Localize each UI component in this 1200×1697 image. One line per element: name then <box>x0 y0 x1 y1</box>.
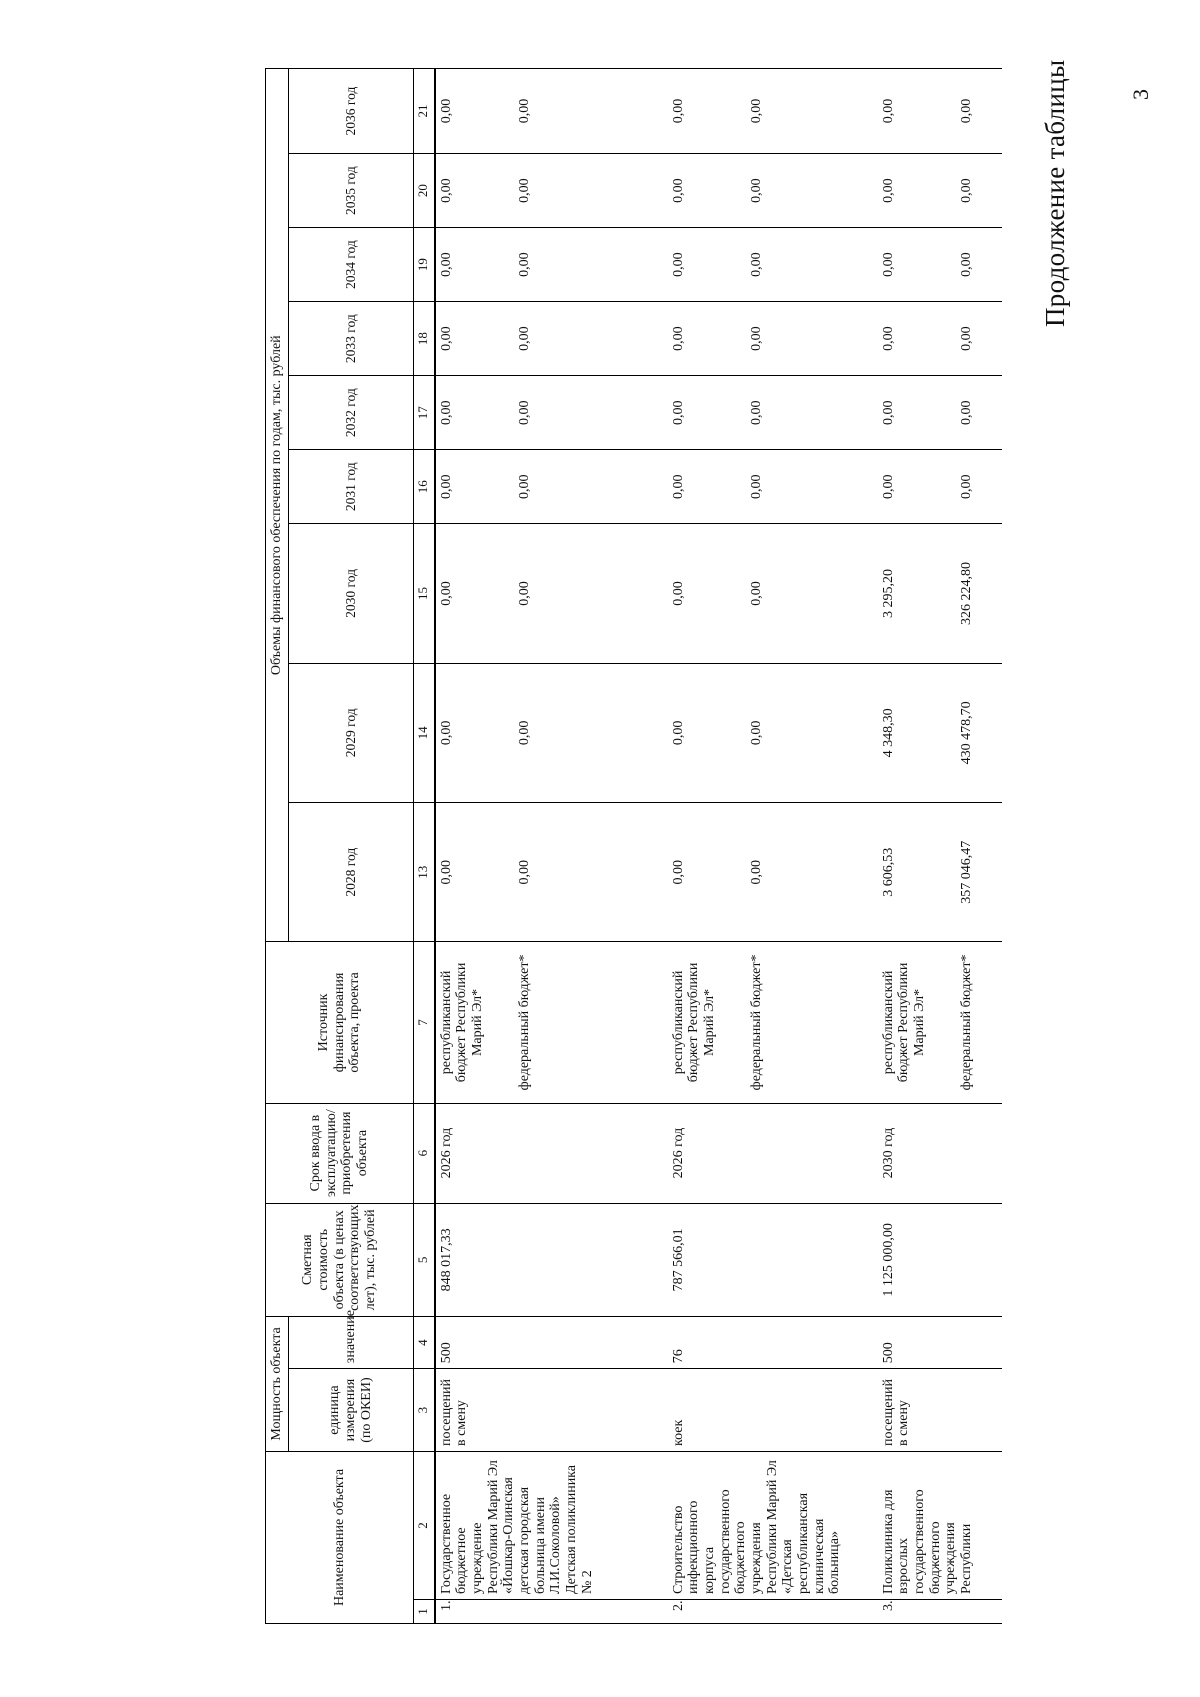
year-value: 0,00 <box>514 803 668 942</box>
year-value: 0,00 <box>435 154 514 228</box>
year-value: 0,00 <box>956 154 1002 228</box>
column-number-row <box>413 69 435 1624</box>
object-name: Поликлиника для взрослых государственного бюджетного учреждения Республики <box>878 1451 1002 1599</box>
header-year: 2034 год <box>288 228 413 302</box>
year-value: 0,00 <box>878 450 956 524</box>
year-value: 0,00 <box>878 376 956 450</box>
year-value: 0,00 <box>746 69 878 154</box>
header-name: Наименование объекта <box>266 1451 414 1623</box>
year-value: 0,00 <box>878 228 956 302</box>
header-year: 2036 год <box>288 69 413 154</box>
year-value: 430 478,70 <box>956 663 1002 802</box>
year-value: 0,00 <box>956 69 1002 154</box>
estimated-cost: 787 566,01 <box>668 1203 878 1316</box>
header-source: Источник финансирования объекта, проекта <box>266 942 414 1103</box>
continuation-title: Продолжение таблицы <box>1040 59 1070 327</box>
year-value: 0,00 <box>435 302 514 376</box>
header-value: значение <box>288 1316 413 1368</box>
header-row-1 <box>266 69 289 1624</box>
year-value: 0,00 <box>435 376 514 450</box>
year-value: 0,00 <box>435 663 514 802</box>
year-value: 0,00 <box>668 228 746 302</box>
header-volumes: Объемы финансового обеспечения по годам, тыс. рублей <box>266 69 289 942</box>
page-number: 3 <box>1128 89 1153 100</box>
year-value: 4 348,30 <box>878 663 956 802</box>
year-value: 0,00 <box>435 228 514 302</box>
column-number: 20 <box>413 154 435 228</box>
funding-source: федеральный бюджет* <box>514 942 668 1103</box>
header-year: 2031 год <box>288 450 413 524</box>
column-number: 3 <box>413 1369 435 1452</box>
year-value: 0,00 <box>514 228 668 302</box>
year-value: 0,00 <box>514 663 668 802</box>
header-cost: Сметная стоимость объекта (в ценах соответствующих лет), тыс. рублей <box>266 1203 414 1316</box>
capacity-value: 500 <box>878 1316 1002 1368</box>
table-row <box>435 69 514 1624</box>
header-unit: единица измерения (по ОКЕИ) <box>288 1369 413 1452</box>
column-number: 16 <box>413 450 435 524</box>
year-value: 357 046,47 <box>956 803 1002 942</box>
object-name: Строительство инфекционного корпуса государственного бюджетного учреждения Республики Марий Эл «Детская республиканская клиническая больница» <box>668 1451 878 1599</box>
year-value: 0,00 <box>668 803 746 942</box>
header-year: 2032 год <box>288 376 413 450</box>
column-number: 6 <box>413 1103 435 1203</box>
column-number: 5 <box>413 1203 435 1316</box>
column-number: 4 <box>413 1316 435 1368</box>
year-value: 0,00 <box>668 302 746 376</box>
column-number: 2 <box>413 1451 435 1599</box>
year-value: 0,00 <box>746 376 878 450</box>
year-value: 0,00 <box>878 154 956 228</box>
object-name: Государственное бюджетное учреждение Республики Марий Эл «Йошкар-Олинская детская городская больница имени Л.И.Соколовой» Детская поликлиника № 2 <box>435 1451 668 1599</box>
year-value: 0,00 <box>746 302 878 376</box>
year-value: 3 295,20 <box>878 524 956 663</box>
estimated-cost: 848 017,33 <box>435 1203 668 1316</box>
year-value: 0,00 <box>514 450 668 524</box>
header-row-2 <box>288 69 413 1624</box>
year-value: 0,00 <box>668 69 746 154</box>
year-value: 0,00 <box>514 302 668 376</box>
column-number: 15 <box>413 524 435 663</box>
row-index: 2. <box>668 1600 878 1624</box>
funding-source: республиканский бюджет Республики Марий Эл* <box>668 942 746 1103</box>
header-capacity: Мощность объекта <box>266 1316 289 1451</box>
funding-source: федеральный бюджет* <box>746 942 878 1103</box>
commissioning-deadline: 2026 год <box>435 1103 668 1203</box>
year-value: 0,00 <box>878 69 956 154</box>
capacity-unit: коек <box>668 1369 878 1452</box>
year-value: 0,00 <box>746 524 878 663</box>
year-value: 0,00 <box>668 450 746 524</box>
row-index: 1. <box>435 1600 668 1624</box>
header-year: 2030 год <box>288 524 413 663</box>
year-value: 0,00 <box>514 69 668 154</box>
commissioning-deadline: 2026 год <box>668 1103 878 1203</box>
commissioning-deadline: 2030 год <box>878 1103 1002 1203</box>
header-year: 2029 год <box>288 663 413 802</box>
year-value: 0,00 <box>956 450 1002 524</box>
year-value: 0,00 <box>668 663 746 802</box>
year-value: 0,00 <box>956 376 1002 450</box>
year-value: 0,00 <box>435 524 514 663</box>
capacity-unit: посещений в смену <box>878 1369 1002 1452</box>
column-number: 14 <box>413 663 435 802</box>
capacity-unit: посещений в смену <box>435 1369 668 1452</box>
header-year: 2033 год <box>288 302 413 376</box>
year-value: 0,00 <box>746 803 878 942</box>
header-year: 2028 год <box>288 803 413 942</box>
column-number: 13 <box>413 803 435 942</box>
year-value: 0,00 <box>514 154 668 228</box>
year-value: 3 606,53 <box>878 803 956 942</box>
header-deadline: Срок ввода в эксплуатацию/ приобретения объекта <box>266 1103 414 1203</box>
column-number: 17 <box>413 376 435 450</box>
row-index: 3. <box>878 1600 1002 1624</box>
funding-source: республиканский бюджет Республики Марий Эл* <box>878 942 956 1103</box>
year-value: 0,00 <box>514 376 668 450</box>
column-number: 21 <box>413 69 435 154</box>
column-number: 7 <box>413 942 435 1103</box>
year-value: 0,00 <box>668 524 746 663</box>
year-value: 0,00 <box>435 69 514 154</box>
funding-source: федеральный бюджет* <box>956 942 1002 1103</box>
year-value: 0,00 <box>746 450 878 524</box>
year-value: 0,00 <box>878 302 956 376</box>
estimated-cost: 1 125 000,00 <box>878 1203 1002 1316</box>
column-number: 18 <box>413 302 435 376</box>
year-value: 0,00 <box>668 154 746 228</box>
table-row <box>878 69 956 1624</box>
year-value: 0,00 <box>746 228 878 302</box>
year-value: 0,00 <box>435 803 514 942</box>
year-value: 0,00 <box>956 302 1002 376</box>
year-value: 0,00 <box>746 154 878 228</box>
column-number: 1 <box>413 1600 435 1624</box>
financing-table <box>265 68 1002 1624</box>
funding-source: республиканский бюджет Республики Марий Эл* <box>435 942 514 1103</box>
capacity-value: 500 <box>435 1316 668 1368</box>
year-value: 326 224,80 <box>956 524 1002 663</box>
capacity-value: 76 <box>668 1316 878 1368</box>
column-number: 19 <box>413 228 435 302</box>
header-year: 2035 год <box>288 154 413 228</box>
year-value: 0,00 <box>514 524 668 663</box>
year-value: 0,00 <box>956 228 1002 302</box>
year-value: 0,00 <box>668 376 746 450</box>
table-row <box>668 69 746 1624</box>
year-value: 0,00 <box>746 663 878 802</box>
year-value: 0,00 <box>435 450 514 524</box>
